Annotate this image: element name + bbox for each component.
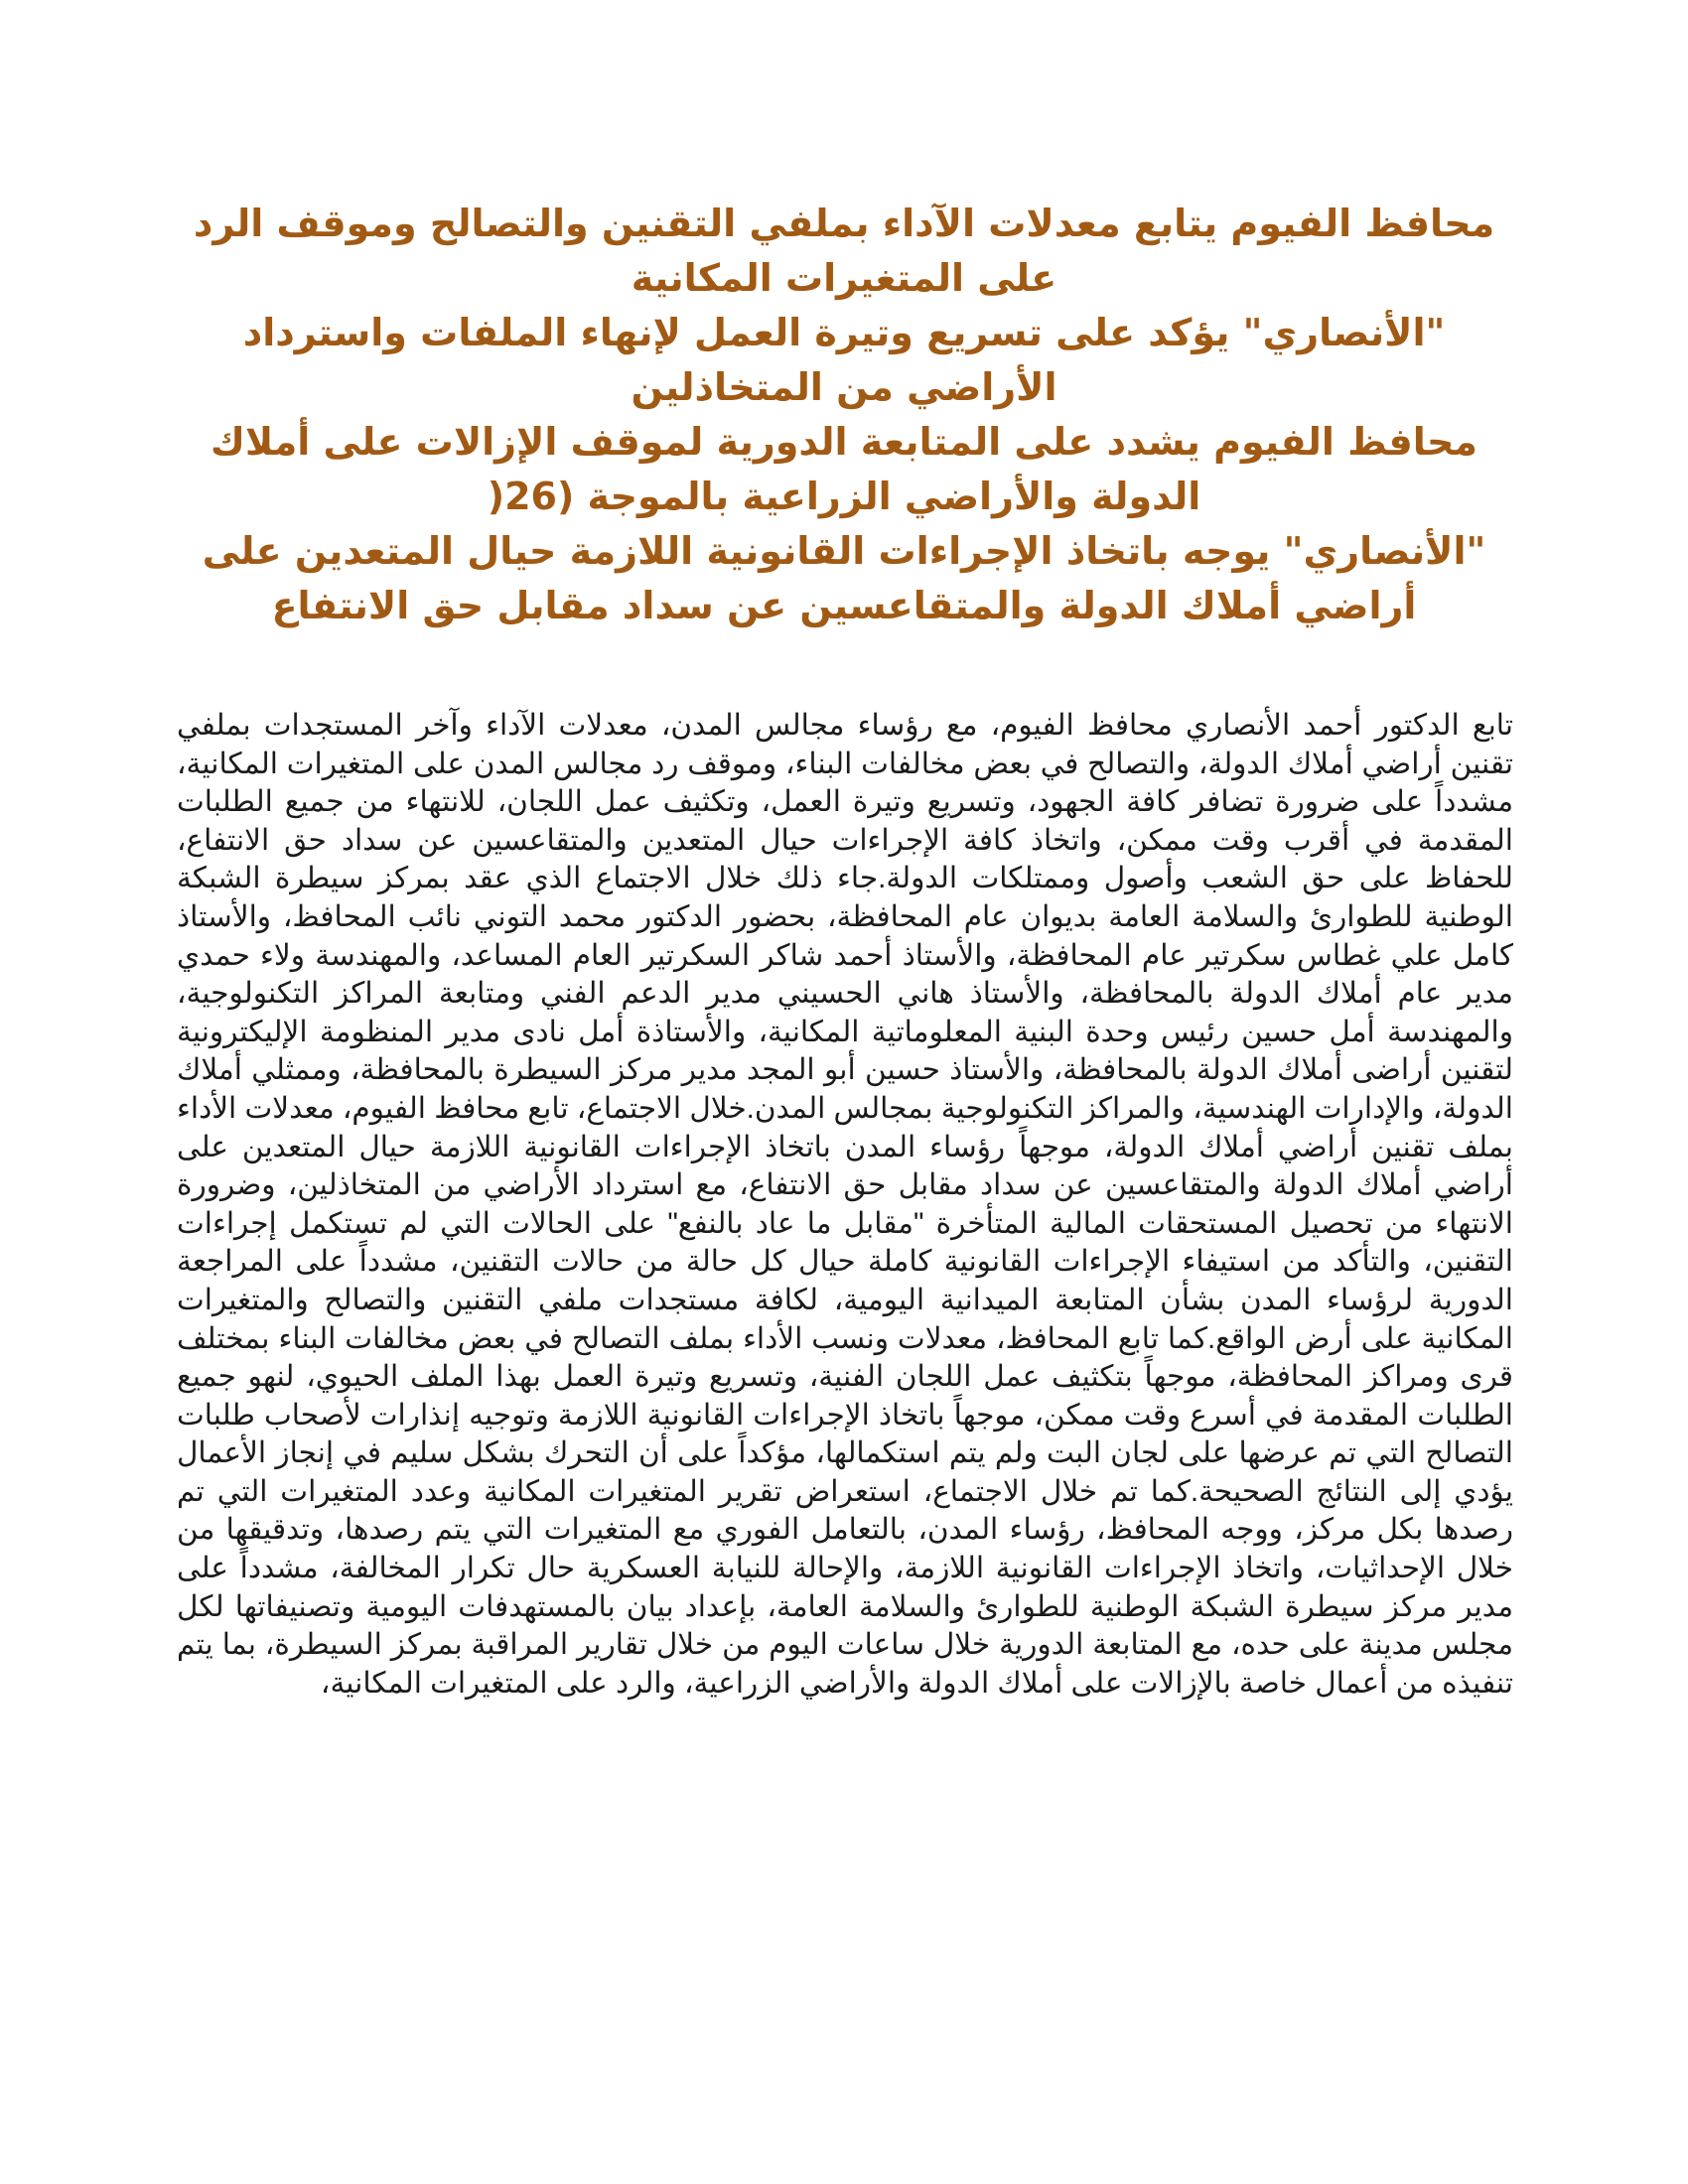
- headline-4: "الأنصاري" يوجه باتخاذ الإجراءات القانونية اللازمة حيال المتعدين على أراضي أملاك الدولة والمتقاعسين عن سداد مقابل حق الانتفاع: [202, 529, 1486, 627]
- headline-1: محافظ الفيوم يتابع معدلات الآداء بملفي التقنين والتصالح وموقف الرد على المتغيرات المكانية: [193, 202, 1495, 300]
- article-paragraph: تابع الدكتور أحمد الأنصاري محافظ الفيوم، مع رؤساء مجالس المدن، معدلات الآداء وآخر المستجدات بملفي تقنين أراضي أملاك الدولة، والتصالح في بعض مخالفات البناء، وموقف رد مجالس المدن على المتغيرات المكانية، مشدداً على ضرورة تضافر كافة الجهود، وتسريع وتيرة العمل، وتكثيف عمل اللجان، للانتهاء من جميع الطلبات المقدمة في أقرب وقت ممكن، واتخاذ كافة الإجراءات حيال المتعدين والمتقاعسين عن سداد حق الانتفاع، للحفاظ على حق الشعب وأصول وممتلكات الدولة.جاء ذلك خلال الاجتماع الذي عقد بمركز سيطرة الشبكة الوطنية للطوارئ والسلامة العامة بديوان عام المحافظة، بحضور الدكتور محمد التوني نائب المحافظ، والأستاذ كامل علي غطاس سكرتير عام المحافظة، والأستاذ أحمد شاكر السكرتير العام المساعد، والمهندسة ولاء حمدي مدير عام أملاك الدولة بالمحافظة، والأستاذ هاني الحسيني مدير الدعم الفني ومتابعة المراكز التكنولوجية، والمهندسة أمل حسين رئيس وحدة البنية المعلوماتية المكانية، والأستاذة أمل نادى مدير المنظومة الإليكترونية لتقنين أراضى أملاك الدولة بالمحافظة، والأستاذ حسين أبو المجد مدير مركز السيطرة بالمحافظة، وممثلي أملاك الدولة، والإدارات الهندسية، والمراكز التكنولوجية بمجالس المدن.خلال الاجتماع، تابع محافظ الفيوم، معدلات الأداء بملف تقنين أراضي أملاك الدولة، موجهاً رؤساء المدن باتخاذ الإجراءات القانونية اللازمة حيال المتعدين على أراضي أملاك الدولة والمتقاعسين عن سداد مقابل حق الانتفاع، مع استرداد الأراضي من المتخاذلين، وضرورة الانتهاء من تحصيل المستحقات المالية المتأخرة "مقابل ما عاد بالنفع" على الحالات التي لم تستكمل إجراءات التقنين، والتأكد من استيفاء الإجراءات القانونية كاملة حيال كل حالة من حالات التقنين، مشدداً على المراجعة الدورية لرؤساء المدن بشأن المتابعة الميدانية اليومية، لكافة مستجدات ملفي التقنين والتصالح والمتغيرات المكانية على أرض الواقع.كما تابع المحافظ، معدلات ونسب الأداء بملف التصالح في بعض مخالفات البناء بمختلف قرى ومراكز المحافظة، موجهاً بتكثيف عمل اللجان الفنية، وتسريع وتيرة العمل بهذا الملف الحيوي، لنهو جميع الطلبات المقدمة في أسرع وقت ممكن، موجهاً باتخاذ الإجراءات القانونية اللازمة وتوجيه إنذارات لأصحاب طلبات التصالح التي تم عرضها على لجان البت ولم يتم استكمالها، مؤكداً على أن التحرك بشكل سليم في إنجاز الأعمال يؤدي إلى النتائج الصحيحة.كما تم خلال الاجتماع، استعراض تقرير المتغيرات المكانية وعدد المتغيرات التي تم رصدها بكل مركز، ووجه المحافظ، رؤساء المدن، بالتعامل الفوري مع المتغيرات التي يتم رصدها، وتدقيقها من خلال الإحداثيات، واتخاذ الإجراءات القانونية اللازمة، والإحالة للنيابة العسكرية حال تكرار المخالفة، مشدداً على مدير مركز سيطرة الشبكة الوطنية للطوارئ والسلامة العامة، بإعداد بيان بالمستهدفات اليومية وتصنيفاتها لكل مجلس مدينة على حده، مع المتابعة الدورية خلال ساعات اليوم من خلال تقارير المراقبة بمركز السيطرة، بما يتم تنفيذه من أعمال خاصة بالإزالات على أملاك الدولة والأراضي الزراعية، والرد على المتغيرات المكانية،: [177, 709, 1513, 1700]
- article-body: [177, 707, 1513, 1703]
- headline-3: محافظ الفيوم يشدد على المتابعة الدورية لموقف الإزالات على أملاك الدولة والأراضي الزراعية بالموجة (26(: [211, 420, 1477, 518]
- headline-block: [179, 197, 1509, 633]
- headline-2: "الأنصاري" يؤكد على تسريع وتيرة العمل لإنهاء الملفات واسترداد الأراضي من المتخاذلين: [242, 311, 1446, 409]
